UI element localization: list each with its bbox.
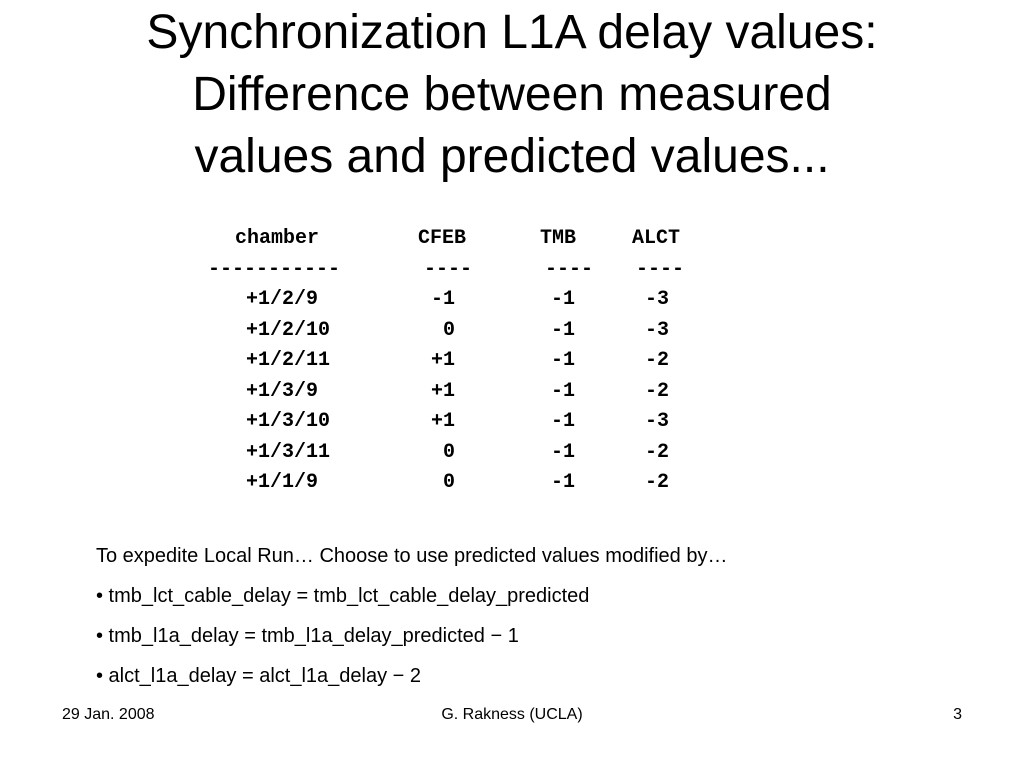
table-row <box>0 346 1024 377</box>
slide-title <box>0 2 1024 188</box>
title-line: Synchronization L1A delay values: <box>146 6 878 59</box>
cell-cfeb: 0 <box>443 471 456 494</box>
table-row <box>0 438 1024 469</box>
footer-date: 29 Jan. 2008 <box>62 706 155 723</box>
cell-alct: -2 <box>645 349 670 372</box>
cell-chamber: +1/2/9 <box>246 288 319 311</box>
cell-alct: -3 <box>645 318 670 342</box>
title-line: values and predicted values... <box>194 130 830 183</box>
cell-cfeb: -1 <box>431 288 456 311</box>
header-alct: ALCT <box>632 227 681 250</box>
footer-page-number: 3 <box>953 706 962 723</box>
table-row <box>0 377 1024 408</box>
table-row <box>0 407 1024 438</box>
cell-tmb: -1 <box>551 379 576 403</box>
delay-table <box>0 224 1024 509</box>
footer-author: G. Rakness (UCLA) <box>441 706 583 723</box>
cell-chamber: +1/2/11 <box>246 349 331 372</box>
cell-chamber: +1/3/10 <box>246 410 331 433</box>
notes-bullet: • tmb_l1a_delay = tmb_l1a_delay_predicted − 1 <box>96 625 519 647</box>
notes-bullet: • alct_l1a_delay = alct_l1a_delay − 2 <box>96 665 422 687</box>
separator: ---- <box>424 257 473 281</box>
cell-tmb: -1 <box>551 440 576 464</box>
notes-bullet: • tmb_lct_cable_delay = tmb_lct_cable_delay_predicted <box>96 585 590 607</box>
separator: ----------- <box>208 257 341 281</box>
cell-cfeb: +1 <box>431 349 456 372</box>
header-chamber: chamber <box>235 227 320 250</box>
header-tmb: TMB <box>540 227 577 250</box>
cell-chamber: +1/1/9 <box>246 471 319 494</box>
separator: ---- <box>636 257 685 281</box>
notes-intro: To expedite Local Run… Choose to use predicted values modified by… <box>96 545 728 567</box>
table-header-row <box>0 224 1024 255</box>
cell-tmb: -1 <box>551 349 576 372</box>
cell-tmb: -1 <box>551 471 576 494</box>
cell-cfeb: +1 <box>431 379 456 403</box>
title-line: Difference between measured <box>192 68 832 121</box>
cell-chamber: +1/2/10 <box>246 318 331 342</box>
cell-alct: -3 <box>645 288 670 311</box>
cell-alct: -2 <box>645 440 670 464</box>
cell-tmb: -1 <box>551 318 576 342</box>
notes-block <box>96 536 976 696</box>
table-row <box>0 316 1024 347</box>
cell-cfeb: +1 <box>431 410 456 433</box>
header-cfeb: CFEB <box>418 227 467 250</box>
separator: ---- <box>545 257 594 281</box>
table-row <box>0 285 1024 316</box>
table-row <box>0 468 1024 499</box>
cell-alct: -3 <box>645 410 670 433</box>
cell-tmb: -1 <box>551 410 576 433</box>
cell-cfeb: 0 <box>443 440 456 464</box>
cell-cfeb: 0 <box>443 318 456 342</box>
cell-tmb: -1 <box>551 288 576 311</box>
cell-alct: -2 <box>645 471 670 494</box>
slide-footer <box>0 706 1024 730</box>
cell-chamber: +1/3/11 <box>246 440 331 464</box>
cell-alct: -2 <box>645 379 670 403</box>
cell-chamber: +1/3/9 <box>246 379 319 403</box>
table-separator-row <box>0 255 1024 286</box>
